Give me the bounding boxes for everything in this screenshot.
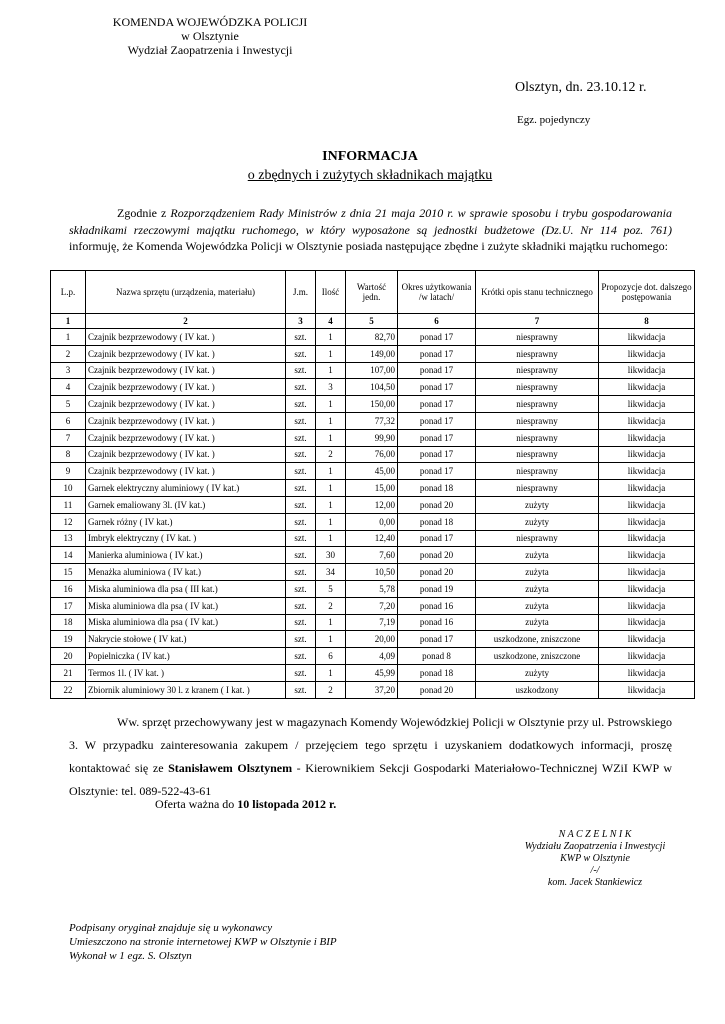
intro-paragraph bbox=[69, 205, 672, 255]
condition-cell: niesprawny bbox=[476, 362, 599, 379]
proposal-cell: likwidacja bbox=[599, 681, 695, 698]
proposal-cell: likwidacja bbox=[599, 329, 695, 346]
col-number: 5 bbox=[346, 314, 398, 329]
proposal-cell: likwidacja bbox=[599, 496, 695, 513]
table-row bbox=[51, 513, 695, 530]
item-name-cell: Imbryk elektryczny ( IV kat. ) bbox=[86, 530, 286, 547]
table-header-row bbox=[51, 271, 695, 314]
signature-line-4: /-/ bbox=[590, 865, 600, 876]
condition-cell: zużyta bbox=[476, 597, 599, 614]
usage-period-cell: ponad 17 bbox=[398, 345, 476, 362]
table-row bbox=[51, 597, 695, 614]
condition-cell: uszkodzony bbox=[476, 681, 599, 698]
condition-cell: zużyta bbox=[476, 580, 599, 597]
item-name-cell: Garnek różny ( IV kat.) bbox=[86, 513, 286, 530]
condition-cell: niesprawny bbox=[476, 329, 599, 346]
row-lp-cell: 14 bbox=[51, 547, 86, 564]
usage-period-cell: ponad 17 bbox=[398, 446, 476, 463]
condition-cell: niesprawny bbox=[476, 345, 599, 362]
row-lp-cell: 20 bbox=[51, 648, 86, 665]
quantity-cell: 1 bbox=[316, 530, 346, 547]
usage-period-cell: ponad 17 bbox=[398, 396, 476, 413]
signature-block bbox=[500, 829, 690, 889]
unit-value-cell: 10,50 bbox=[346, 564, 398, 581]
item-name-cell: Miska aluminiowa dla psa ( IV kat.) bbox=[86, 614, 286, 631]
proposal-cell: likwidacja bbox=[599, 362, 695, 379]
row-lp-cell: 3 bbox=[51, 362, 86, 379]
condition-cell: zużyta bbox=[476, 564, 599, 581]
quantity-cell: 5 bbox=[316, 580, 346, 597]
item-name-cell: Miska aluminiowa dla psa ( IV kat.) bbox=[86, 597, 286, 614]
row-lp-cell: 22 bbox=[51, 681, 86, 698]
unit-cell: szt. bbox=[286, 664, 316, 681]
item-name-cell: Czajnik bezprzewodowy ( IV kat. ) bbox=[86, 412, 286, 429]
condition-cell: niesprawny bbox=[476, 429, 599, 446]
offer-before: Oferta ważna do bbox=[155, 797, 238, 811]
usage-period-cell: ponad 17 bbox=[398, 530, 476, 547]
proposal-cell: likwidacja bbox=[599, 564, 695, 581]
issuer-header bbox=[80, 15, 340, 57]
proposal-cell: likwidacja bbox=[599, 664, 695, 681]
proposal-cell: likwidacja bbox=[599, 480, 695, 497]
unit-value-cell: 37,20 bbox=[346, 681, 398, 698]
item-name-cell: Czajnik bezprzewodowy ( IV kat. ) bbox=[86, 463, 286, 480]
condition-cell: niesprawny bbox=[476, 446, 599, 463]
quantity-cell: 1 bbox=[316, 513, 346, 530]
condition-cell: zużyta bbox=[476, 614, 599, 631]
unit-value-cell: 12,00 bbox=[346, 496, 398, 513]
row-lp-cell: 17 bbox=[51, 597, 86, 614]
row-lp-cell: 12 bbox=[51, 513, 86, 530]
intro-regulation: Rozporządzeniem Rady Ministrów z dnia 21 maja 2010 r. w sprawie sposobu i trybu gospodarowania składnikami rzeczowymi majątku ruchomego, w który wyposażone są jednostki budżetowe (Dz.U. Nr 114 poz. 761) bbox=[69, 206, 672, 237]
unit-value-cell: 45,99 bbox=[346, 664, 398, 681]
row-lp-cell: 19 bbox=[51, 631, 86, 648]
quantity-cell: 30 bbox=[316, 547, 346, 564]
proposal-cell: likwidacja bbox=[599, 614, 695, 631]
table-row bbox=[51, 580, 695, 597]
unit-value-cell: 0,00 bbox=[346, 513, 398, 530]
offer-date: 10 listopada 2012 r. bbox=[237, 797, 337, 811]
quantity-cell: 34 bbox=[316, 564, 346, 581]
signature-line-3: KWP w Olsztynie bbox=[560, 853, 630, 864]
proposal-cell: likwidacja bbox=[599, 547, 695, 564]
item-name-cell: Czajnik bezprzewodowy ( IV kat. ) bbox=[86, 362, 286, 379]
proposal-cell: likwidacja bbox=[599, 345, 695, 362]
quantity-cell: 3 bbox=[316, 379, 346, 396]
table-row bbox=[51, 446, 695, 463]
col-header: J.m. bbox=[286, 271, 316, 314]
row-lp-cell: 15 bbox=[51, 564, 86, 581]
proposal-cell: likwidacja bbox=[599, 463, 695, 480]
col-header: Nazwa sprzętu (urządzenia, materiału) bbox=[86, 271, 286, 314]
item-name-cell: Czajnik bezprzewodowy ( IV kat. ) bbox=[86, 345, 286, 362]
row-lp-cell: 11 bbox=[51, 496, 86, 513]
unit-cell: szt. bbox=[286, 429, 316, 446]
usage-period-cell: ponad 18 bbox=[398, 480, 476, 497]
item-name-cell: Nakrycie stołowe ( IV kat.) bbox=[86, 631, 286, 648]
unit-value-cell: 5,78 bbox=[346, 580, 398, 597]
unit-value-cell: 149,00 bbox=[346, 345, 398, 362]
copy-note: Egz. pojedynczy bbox=[517, 114, 591, 126]
unit-value-cell: 4,09 bbox=[346, 648, 398, 665]
table-row bbox=[51, 530, 695, 547]
usage-period-cell: ponad 8 bbox=[398, 648, 476, 665]
row-lp-cell: 2 bbox=[51, 345, 86, 362]
row-lp-cell: 13 bbox=[51, 530, 86, 547]
col-number: 1 bbox=[51, 314, 86, 329]
column-number-row bbox=[51, 314, 695, 329]
condition-cell: zużyty bbox=[476, 496, 599, 513]
table-row bbox=[51, 345, 695, 362]
item-name-cell: Popielniczka ( IV kat.) bbox=[86, 648, 286, 665]
table-row bbox=[51, 564, 695, 581]
proposal-cell: likwidacja bbox=[599, 631, 695, 648]
col-header: Propozycje dot. dalszego postępowania bbox=[599, 271, 695, 314]
usage-period-cell: ponad 16 bbox=[398, 597, 476, 614]
unit-cell: szt. bbox=[286, 513, 316, 530]
item-name-cell: Garnek emaliowany 3l. (IV kat.) bbox=[86, 496, 286, 513]
item-name-cell: Czajnik bezprzewodowy ( IV kat. ) bbox=[86, 429, 286, 446]
issuer-line-2: w Olsztynie bbox=[181, 29, 239, 43]
unit-cell: szt. bbox=[286, 580, 316, 597]
issuer-line-3: Wydział Zaopatrzenia i Inwestycji bbox=[127, 43, 293, 57]
usage-period-cell: ponad 20 bbox=[398, 496, 476, 513]
table-row bbox=[51, 547, 695, 564]
unit-value-cell: 82,70 bbox=[346, 329, 398, 346]
quantity-cell: 1 bbox=[316, 496, 346, 513]
condition-cell: niesprawny bbox=[476, 463, 599, 480]
table-row bbox=[51, 362, 695, 379]
offer-validity bbox=[155, 797, 336, 812]
document-title: INFORMACJA bbox=[322, 149, 418, 164]
unit-cell: szt. bbox=[286, 547, 316, 564]
quantity-cell: 1 bbox=[316, 345, 346, 362]
proposal-cell: likwidacja bbox=[599, 580, 695, 597]
col-number: 7 bbox=[476, 314, 599, 329]
table-row bbox=[51, 396, 695, 413]
usage-period-cell: ponad 17 bbox=[398, 362, 476, 379]
signature-line-2: Wydziału Zaopatrzenia i Inwestycji bbox=[524, 841, 666, 852]
item-name-cell: Termos 1l. ( IV kat. ) bbox=[86, 664, 286, 681]
quantity-cell: 1 bbox=[316, 396, 346, 413]
condition-cell: niesprawny bbox=[476, 480, 599, 497]
unit-value-cell: 7,20 bbox=[346, 597, 398, 614]
unit-value-cell: 15,00 bbox=[346, 480, 398, 497]
unit-cell: szt. bbox=[286, 396, 316, 413]
unit-cell: szt. bbox=[286, 446, 316, 463]
proposal-cell: likwidacja bbox=[599, 648, 695, 665]
quantity-cell: 1 bbox=[316, 362, 346, 379]
footer-notes bbox=[69, 921, 337, 963]
footer-line-3: Wykonał w 1 egz. S. Olsztyn bbox=[69, 950, 192, 962]
quantity-cell: 1 bbox=[316, 614, 346, 631]
item-name-cell: Miska aluminiowa dla psa ( III kat.) bbox=[86, 580, 286, 597]
quantity-cell: 1 bbox=[316, 664, 346, 681]
table-row bbox=[51, 480, 695, 497]
item-name-cell: Czajnik bezprzewodowy ( IV kat. ) bbox=[86, 329, 286, 346]
quantity-cell: 2 bbox=[316, 446, 346, 463]
row-lp-cell: 8 bbox=[51, 446, 86, 463]
unit-cell: szt. bbox=[286, 496, 316, 513]
unit-value-cell: 12,40 bbox=[346, 530, 398, 547]
usage-period-cell: ponad 18 bbox=[398, 664, 476, 681]
row-lp-cell: 6 bbox=[51, 412, 86, 429]
table-row bbox=[51, 648, 695, 665]
usage-period-cell: ponad 17 bbox=[398, 412, 476, 429]
proposal-cell: likwidacja bbox=[599, 446, 695, 463]
quantity-cell: 2 bbox=[316, 681, 346, 698]
intro-before: Zgodnie z bbox=[117, 206, 171, 220]
usage-period-cell: ponad 17 bbox=[398, 429, 476, 446]
storage-after: - Kierownikiem Sekcji Gospodarki Materiałowo-Technicznej WZiI KWP w Olsztynie: tel. 089-522-43-61 bbox=[69, 761, 672, 798]
intro-after: informuję, że Komenda Wojewódzka Policji w Olsztynie posiada następujące zbędne i zużyte składniki majątku ruchomego: bbox=[69, 239, 668, 253]
quantity-cell: 1 bbox=[316, 429, 346, 446]
table-row bbox=[51, 496, 695, 513]
unit-cell: szt. bbox=[286, 681, 316, 698]
item-name-cell: Garnek elektryczny aluminiowy ( IV kat.) bbox=[86, 480, 286, 497]
condition-cell: niesprawny bbox=[476, 396, 599, 413]
table-row bbox=[51, 329, 695, 346]
col-number: 4 bbox=[316, 314, 346, 329]
unit-cell: szt. bbox=[286, 631, 316, 648]
unit-value-cell: 77,32 bbox=[346, 412, 398, 429]
table-row bbox=[51, 681, 695, 698]
row-lp-cell: 16 bbox=[51, 580, 86, 597]
condition-cell: zużyty bbox=[476, 513, 599, 530]
table-row bbox=[51, 412, 695, 429]
usage-period-cell: ponad 20 bbox=[398, 681, 476, 698]
unit-cell: szt. bbox=[286, 329, 316, 346]
unit-cell: szt. bbox=[286, 463, 316, 480]
condition-cell: niesprawny bbox=[476, 412, 599, 429]
quantity-cell: 1 bbox=[316, 412, 346, 429]
proposal-cell: likwidacja bbox=[599, 429, 695, 446]
condition-cell: zużyta bbox=[476, 547, 599, 564]
table-row bbox=[51, 631, 695, 648]
col-header: Ilość bbox=[316, 271, 346, 314]
col-number: 8 bbox=[599, 314, 695, 329]
quantity-cell: 1 bbox=[316, 329, 346, 346]
usage-period-cell: ponad 20 bbox=[398, 547, 476, 564]
usage-period-cell: ponad 17 bbox=[398, 329, 476, 346]
unit-cell: szt. bbox=[286, 614, 316, 631]
row-lp-cell: 18 bbox=[51, 614, 86, 631]
unit-cell: szt. bbox=[286, 345, 316, 362]
row-lp-cell: 10 bbox=[51, 480, 86, 497]
unit-cell: szt. bbox=[286, 564, 316, 581]
table-row bbox=[51, 429, 695, 446]
col-header: L.p. bbox=[51, 271, 86, 314]
proposal-cell: likwidacja bbox=[599, 597, 695, 614]
col-header: Okres użytkowania /w latach/ bbox=[398, 271, 476, 314]
usage-period-cell: ponad 17 bbox=[398, 379, 476, 396]
row-lp-cell: 5 bbox=[51, 396, 86, 413]
usage-period-cell: ponad 18 bbox=[398, 513, 476, 530]
proposal-cell: likwidacja bbox=[599, 513, 695, 530]
item-name-cell: Czajnik bezprzewodowy ( IV kat. ) bbox=[86, 446, 286, 463]
col-number: 3 bbox=[286, 314, 316, 329]
table-row bbox=[51, 379, 695, 396]
unit-cell: szt. bbox=[286, 362, 316, 379]
unit-cell: szt. bbox=[286, 530, 316, 547]
quantity-cell: 1 bbox=[316, 631, 346, 648]
proposal-cell: likwidacja bbox=[599, 396, 695, 413]
item-name-cell: Czajnik bezprzewodowy ( IV kat. ) bbox=[86, 396, 286, 413]
footer-line-1: Podpisany oryginał znajduje się u wykonawcy bbox=[69, 922, 273, 934]
col-header: Wartość jedn. bbox=[346, 271, 398, 314]
table-row bbox=[51, 664, 695, 681]
quantity-cell: 2 bbox=[316, 597, 346, 614]
unit-cell: szt. bbox=[286, 597, 316, 614]
issuer-line-1: KOMENDA WOJEWÓDZKA POLICJI bbox=[112, 15, 308, 29]
proposal-cell: likwidacja bbox=[599, 530, 695, 547]
unit-cell: szt. bbox=[286, 379, 316, 396]
quantity-cell: 1 bbox=[316, 463, 346, 480]
col-number: 2 bbox=[86, 314, 286, 329]
proposal-cell: likwidacja bbox=[599, 412, 695, 429]
item-name-cell: Zbiornik aluminiowy 30 l. z kranem ( I kat. ) bbox=[86, 681, 286, 698]
usage-period-cell: ponad 17 bbox=[398, 463, 476, 480]
condition-cell: uszkodzone, zniszczone bbox=[476, 648, 599, 665]
unit-value-cell: 7,60 bbox=[346, 547, 398, 564]
unit-value-cell: 150,00 bbox=[346, 396, 398, 413]
unit-cell: szt. bbox=[286, 480, 316, 497]
row-lp-cell: 7 bbox=[51, 429, 86, 446]
row-lp-cell: 21 bbox=[51, 664, 86, 681]
footer-line-2: Umieszczono na stronie internetowej KWP w Olsztynie i BIP bbox=[69, 936, 337, 948]
signature-line-1: N A C Z E L N I K bbox=[558, 829, 632, 840]
condition-cell: niesprawny bbox=[476, 530, 599, 547]
row-lp-cell: 4 bbox=[51, 379, 86, 396]
unit-value-cell: 99,90 bbox=[346, 429, 398, 446]
unit-value-cell: 20,00 bbox=[346, 631, 398, 648]
usage-period-cell: ponad 19 bbox=[398, 580, 476, 597]
usage-period-cell: ponad 17 bbox=[398, 631, 476, 648]
unit-cell: szt. bbox=[286, 648, 316, 665]
proposal-cell: likwidacja bbox=[599, 379, 695, 396]
unit-value-cell: 7,19 bbox=[346, 614, 398, 631]
condition-cell: zużyty bbox=[476, 664, 599, 681]
unit-value-cell: 104,50 bbox=[346, 379, 398, 396]
condition-cell: niesprawny bbox=[476, 379, 599, 396]
quantity-cell: 6 bbox=[316, 648, 346, 665]
condition-cell: uszkodzone, zniszczone bbox=[476, 631, 599, 648]
document-date: Olsztyn, dn. 23.10.12 r. bbox=[515, 80, 647, 95]
unit-value-cell: 107,00 bbox=[346, 362, 398, 379]
table-row bbox=[51, 463, 695, 480]
item-name-cell: Menażka aluminiowa ( IV kat.) bbox=[86, 564, 286, 581]
quantity-cell: 1 bbox=[316, 480, 346, 497]
assets-table bbox=[50, 270, 695, 699]
row-lp-cell: 9 bbox=[51, 463, 86, 480]
row-lp-cell: 1 bbox=[51, 329, 86, 346]
usage-period-cell: ponad 20 bbox=[398, 564, 476, 581]
document-subtitle: o zbędnych i zużytych składnikach majątku bbox=[247, 168, 493, 183]
col-header: Krótki opis stanu technicznego bbox=[476, 271, 599, 314]
usage-period-cell: ponad 16 bbox=[398, 614, 476, 631]
storage-before: Ww. sprzęt przechowywany jest w magazynach Komendy Wojewódzkiej Policji w Olsztynie przy ul. Pstrowskiego 3. W przypadku zainteresowania zakupem / przejęciem tego sprzętu i uzyskaniem dodatkowych informacji, proszę kontaktować się ze bbox=[69, 715, 672, 775]
storage-paragraph bbox=[69, 711, 672, 803]
signature-line-5: kom. Jacek Stankiewicz bbox=[547, 877, 643, 888]
item-name-cell: Manierka aluminiowa ( IV kat.) bbox=[86, 547, 286, 564]
col-number: 6 bbox=[398, 314, 476, 329]
contact-person: Stanisławem Olsztynem bbox=[168, 761, 293, 775]
table-row bbox=[51, 614, 695, 631]
item-name-cell: Czajnik bezprzewodowy ( IV kat. ) bbox=[86, 379, 286, 396]
unit-value-cell: 45,00 bbox=[346, 463, 398, 480]
unit-cell: szt. bbox=[286, 412, 316, 429]
unit-value-cell: 76,00 bbox=[346, 446, 398, 463]
